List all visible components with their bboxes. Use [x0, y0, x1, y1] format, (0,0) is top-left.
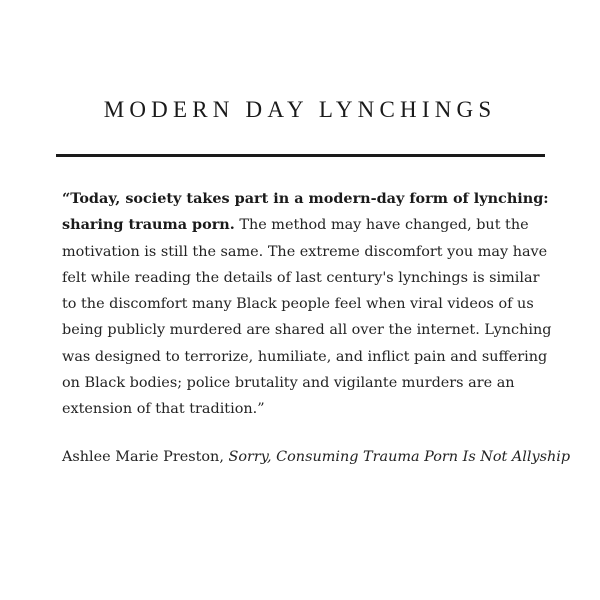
quote-lead: “Today, society takes part in a modern-day form of lynching: sharing trauma porn. [62, 190, 549, 234]
page-title: MODERN DAY LYNCHINGS [103, 97, 497, 122]
attribution-source: Sorry, Consuming Trauma Porn Is Not Allyship [228, 449, 571, 465]
quote-text [62, 186, 554, 423]
quote-body: The method may have changed, but the motivation is still the same. The extreme discomfort you may have felt while reading the details of last century's lynchings is similar to the discomfort many Black people feel when viral videos of us being publicly murdered are shared all over the internet. Lynching was designed to terrorize, humiliate, and inflict pain and suffering on Black bodies; police brutality and vigilante murders are an extension of that tradition.” [62, 217, 552, 418]
title-divider [56, 154, 545, 157]
attribution-author: Ashlee Marie Preston, [62, 449, 229, 465]
quote-attribution [62, 444, 571, 470]
